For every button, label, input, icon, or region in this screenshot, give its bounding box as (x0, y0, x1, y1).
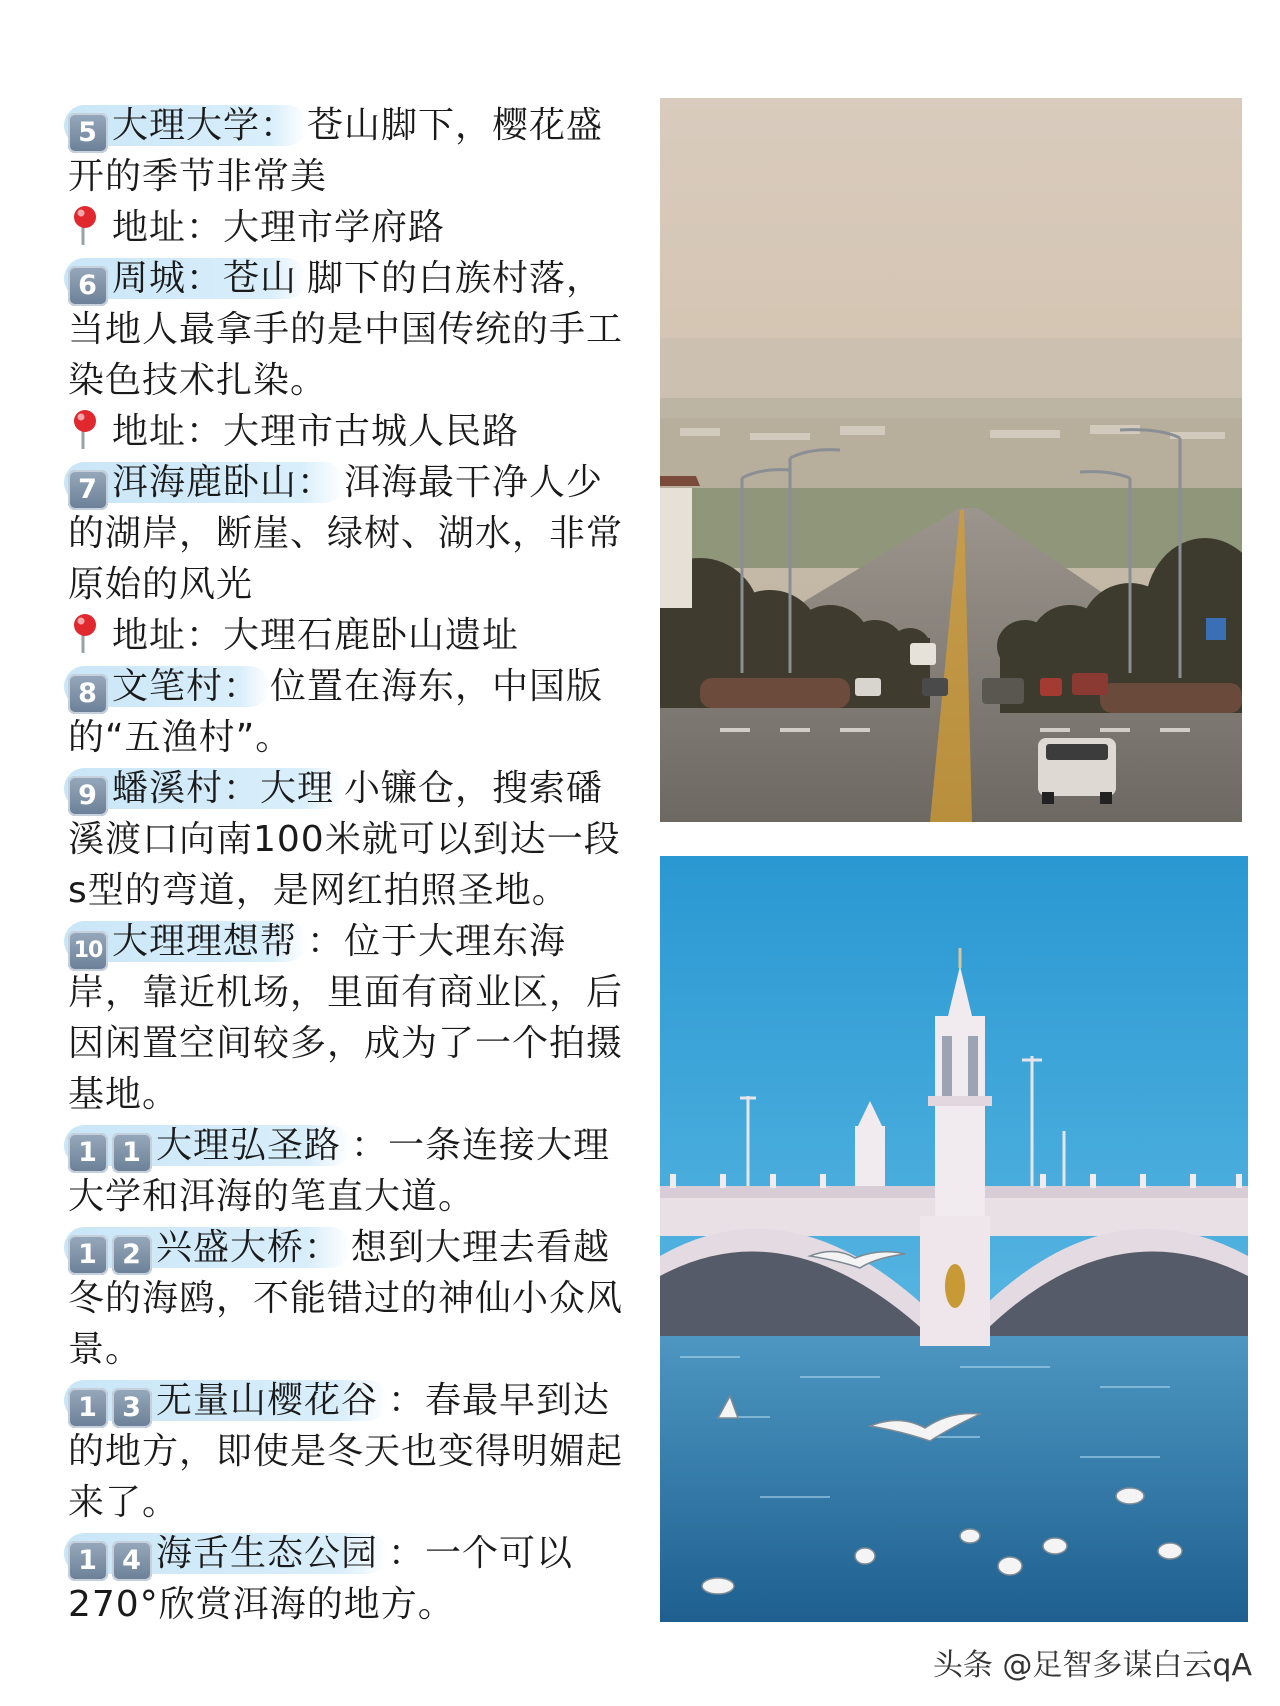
text-line: 的湖岸，断崖、绿树、湖水，非常 (68, 513, 624, 554)
address-text: 地址：大理市古城人民路 (112, 411, 520, 452)
item-title-highlight (64, 1380, 388, 1421)
keycap-number-icon: 1 (112, 1133, 152, 1173)
item-description: 小镰仓，搜索磻 (344, 768, 604, 809)
text-line: 岸，靠近机场，里面有商业区，后 (68, 972, 624, 1013)
item-title: 大理理想帮 (112, 921, 298, 962)
item-description: ：一条连接大理 (351, 1125, 611, 1166)
text-line: 大学和洱海的笔直大道。 (68, 1176, 476, 1217)
item-description: ：一个可以 (388, 1533, 574, 1574)
keycap-number-icon: 1 (68, 1541, 108, 1581)
list-item-heading (68, 1528, 628, 1579)
keycap-number-icon: 1 (68, 1235, 108, 1275)
text-line: 溪渡口向南100米就可以到达一段 (68, 819, 621, 860)
round-pushpin-icon (68, 613, 102, 653)
text-line: 原始的风光 (68, 564, 254, 605)
item-description: ：位于大理东海 (307, 921, 567, 962)
keycap-number-icon: 10 (68, 931, 108, 971)
text-line: 开的季节非常美 (68, 156, 328, 197)
item-title: 文笔村： (112, 666, 261, 707)
keycap-number-icon: 4 (112, 1541, 152, 1581)
item-description: 苍山脚下，樱花盛 (307, 105, 604, 146)
item-title-highlight (64, 768, 344, 809)
keycap-number-icon: 3 (112, 1388, 152, 1428)
item-title: 兴盛大桥： (156, 1227, 342, 1268)
address-text: 地址：大理石鹿卧山遗址 (112, 615, 520, 656)
text-line: 基地。 (68, 1074, 180, 1115)
text-line: s型的弯道，是网红拍照圣地。 (68, 870, 569, 911)
text-line: 的地方，即使是冬天也变得明媚起 (68, 1431, 624, 1472)
item-title-highlight (64, 921, 307, 962)
text-line: 的“五渔村”。 (68, 717, 293, 758)
round-pushpin-icon (68, 409, 102, 449)
text-line: 冬的海鸥，不能错过的神仙小众风 (68, 1278, 624, 1319)
keycap-number-icon: 9 (68, 776, 108, 816)
item-title-highlight (64, 105, 307, 146)
photo-bridge (660, 856, 1248, 1622)
list-item-heading (68, 1120, 628, 1171)
text-line: 景。 (68, 1329, 143, 1370)
list-item-heading (68, 1375, 628, 1426)
keycap-number-icon: 2 (112, 1235, 152, 1275)
item-title: 大理大学： (112, 105, 298, 146)
address-line (68, 202, 628, 253)
address-line (68, 406, 628, 457)
item-title-highlight (64, 258, 307, 299)
text-line: 染色技术扎染。 (68, 360, 328, 401)
text-line: 270°欣赏洱海的地方。 (68, 1584, 455, 1625)
list-item-heading (68, 661, 628, 712)
item-title: 大理弘圣路 (156, 1125, 342, 1166)
article-text (68, 100, 628, 1630)
item-title: 海舌生态公园 (156, 1533, 379, 1574)
item-description: 脚下的白族村落， (307, 258, 604, 299)
list-item-heading (68, 457, 628, 508)
keycap-number-icon: 1 (68, 1388, 108, 1428)
item-title: 蟠溪村：大理 (112, 768, 335, 809)
item-title: 无量山樱花谷 (156, 1380, 379, 1421)
list-item-heading (68, 1222, 628, 1273)
item-description: 洱海最干净人少 (344, 462, 604, 503)
item-description: 位置在海东，中国版 (270, 666, 604, 707)
photo-avenue (660, 98, 1242, 822)
list-item-heading (68, 763, 628, 814)
text-line: 来了。 (68, 1482, 180, 1523)
item-title: 周城：苍山 (112, 258, 298, 299)
watermark: 头条 @足智多谋白云qA (932, 1648, 1252, 1683)
list-item-heading (68, 916, 628, 967)
keycap-number-icon: 7 (68, 470, 108, 510)
text-line: 因闲置空间较多，成为了一个拍摄 (68, 1023, 624, 1064)
item-description: 想到大理去看越 (351, 1227, 611, 1268)
keycap-number-icon: 1 (68, 1133, 108, 1173)
item-title-highlight (64, 1533, 388, 1574)
item-description: ：春最早到达 (388, 1380, 611, 1421)
keycap-number-icon: 8 (68, 674, 108, 714)
item-title-highlight (64, 462, 344, 503)
address-text: 地址：大理市学府路 (112, 207, 446, 248)
list-item-heading (68, 100, 628, 151)
address-line (68, 610, 628, 661)
keycap-number-icon: 6 (68, 266, 108, 306)
keycap-number-icon: 5 (68, 113, 108, 153)
item-title-highlight (64, 1125, 351, 1166)
round-pushpin-icon (68, 205, 102, 245)
text-line: 当地人最拿手的是中国传统的手工 (68, 309, 624, 350)
item-title-highlight (64, 666, 270, 707)
item-title-highlight (64, 1227, 351, 1268)
item-title: 洱海鹿卧山： (112, 462, 335, 503)
list-item-heading (68, 253, 628, 304)
